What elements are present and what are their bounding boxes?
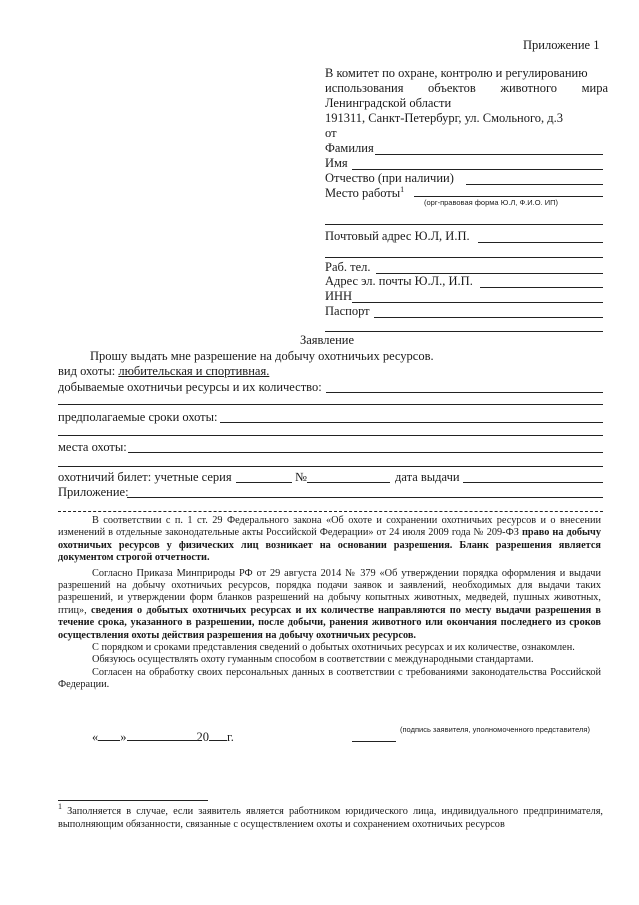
terms-line[interactable] — [220, 422, 603, 423]
addressee-line-4: 191311, Санкт-Петербург, ул. Смольного, д.3 — [325, 111, 564, 125]
ticket-number-line[interactable] — [307, 482, 390, 483]
date-year-line[interactable] — [209, 728, 227, 741]
legal-paragraph-2 — [58, 568, 601, 642]
field-postal-line[interactable] — [478, 242, 603, 243]
field-workplace-label — [325, 186, 404, 201]
attachment-line-2[interactable] — [58, 511, 603, 512]
footnote-separator — [58, 800, 208, 801]
ticket-series-line[interactable] — [236, 482, 292, 483]
field-surname-line[interactable] — [375, 154, 603, 155]
resources-line[interactable] — [326, 392, 603, 393]
field-workplace-line[interactable] — [414, 196, 603, 197]
field-inn-label: ИНН — [325, 289, 353, 303]
date-day-line[interactable] — [98, 728, 120, 741]
addressee-line-1: В комитет по охране, контролю и регулированию — [325, 66, 588, 80]
legal-text — [58, 515, 601, 692]
ticket-series-label: охотничий билет: учетные серия — [58, 470, 232, 484]
resources-label: добываемые охотничьи ресурсы и их количество: — [58, 380, 322, 394]
footnote — [58, 802, 604, 831]
field-passport-line-2[interactable] — [325, 331, 603, 332]
ticket-date-label: дата выдачи — [395, 470, 460, 484]
date-open-quote: « — [92, 730, 99, 744]
field-workplace-hint: (орг-правовая форма Ю.Л, Ф.И.О. ИП) — [424, 198, 558, 207]
legal-p2-b: сведения о добытых охотничьих ресурсах и их количестве направляются по месту выдачи разрешения в течение срока, указанного в разрешении, после добычи, ранения животного или окончания последнего из сроков осуществления охоты действия разрешения на добычу охотничьих ресурсов. — [58, 604, 601, 641]
appendix-label: Приложение 1 — [523, 38, 600, 52]
field-workplace-line-2[interactable] — [325, 224, 603, 225]
field-patronymic-line[interactable] — [466, 184, 603, 185]
legal-p1-a: В соответствии с п. 1 ст. 29 Федерального закона «Об охоте и сохранении охотничьих ресурсов и о внесении изменений в отдельные законодательные акты Российской Федерации» от 24 июля 2009 года № 209-ФЗ — [58, 515, 601, 539]
field-passport-label: Паспорт — [325, 304, 370, 318]
terms-line-2[interactable] — [58, 435, 603, 436]
date-year-prefix: 20 — [196, 730, 209, 744]
addressee-line-2: использования объектов животного мира — [325, 81, 608, 95]
date-month-line[interactable] — [127, 728, 197, 741]
legal-paragraph-4: Обязуюсь осуществлять охоту гуманным способом в соответствии с международными стандартами. — [92, 654, 534, 666]
hunt-type-row — [58, 364, 269, 379]
date-close-quote: » — [120, 730, 127, 744]
addressee-from: от — [325, 126, 337, 140]
legal-paragraph-3: С порядком и сроками представления сведений о добытых охотничьих ресурсах и их количестве, ознакомлен. — [92, 642, 575, 654]
places-line-2[interactable] — [58, 466, 603, 467]
ticket-number-label: № — [295, 470, 307, 484]
date-year-suffix: г. — [227, 730, 234, 744]
field-surname-label: Фамилия — [325, 141, 374, 155]
signature-line[interactable] — [352, 741, 396, 742]
field-name-line[interactable] — [352, 169, 603, 170]
application-title: Заявление — [300, 333, 355, 347]
attachment-label: Приложение: — [58, 485, 129, 499]
field-patronymic-label: Отчество (при наличии) — [325, 171, 454, 185]
field-postal-line-2[interactable] — [325, 257, 603, 258]
footnote-mark: 1 — [58, 802, 62, 811]
field-email-label: Адрес эл. почты Ю.Л., И.П. — [325, 274, 473, 288]
legal-p2-a: Согласно Приказа Минприроды РФ от 29 августа 2014 № 379 «Об утверждении порядка оформления и выдачи разрешений на добычу охотничьих ресурсов, порядка подачи заявок и заявлений, необходимых для выдачи таких разрешений, и утверждении форм бланков разрешений на добычу копытных животных, медведей, пушных животных, птиц», — [58, 567, 601, 616]
field-email-line[interactable] — [480, 287, 603, 288]
legal-paragraph-1 — [58, 515, 601, 565]
field-name-label: Имя — [325, 156, 348, 170]
field-workplace-text: Место работы — [325, 186, 401, 200]
places-line[interactable] — [128, 452, 603, 453]
hunt-type-value: любительская и спортивная. — [118, 364, 270, 378]
legal-p1-b: право на добычу охотничьих ресурсов у физических лиц возникает на основании разрешения. Бланк разрешения является документом строгой отчетности. — [58, 527, 601, 564]
hunt-type-label: вид охоты: — [58, 364, 116, 378]
date-row — [92, 728, 234, 745]
terms-label: предполагаемые сроки охоты: — [58, 410, 218, 424]
ticket-date-line[interactable] — [463, 482, 603, 483]
places-label: места охоты: — [58, 440, 127, 454]
attachment-line[interactable] — [127, 497, 603, 498]
footnote-text: Заполняется в случае, если заявитель является работником юридического лица, индивидуального предпринимателя, выполняющим обязанности, связанные с осуществлением охоты и сохранением охотничьих ресурсов — [58, 806, 604, 830]
field-passport-line[interactable] — [374, 317, 603, 318]
field-inn-line[interactable] — [352, 302, 603, 303]
resources-line-2[interactable] — [58, 404, 603, 405]
field-postal-label: Почтовый адрес Ю.Л, И.П. — [325, 229, 470, 243]
signature-hint: (подпись заявителя, уполномоченного представителя) — [400, 725, 590, 734]
addressee-line-3: Ленинградской области — [325, 96, 452, 110]
legal-paragraph-5: Согласен на обработку своих персональных данных в соответствии с требованиями законодательства Российской Федерации. — [58, 666, 601, 691]
footnote-ref: 1 — [400, 185, 405, 194]
application-request: Прошу выдать мне разрешение на добычу охотничьих ресурсов. — [90, 349, 434, 363]
field-phone-label: Раб. тел. — [325, 260, 371, 274]
